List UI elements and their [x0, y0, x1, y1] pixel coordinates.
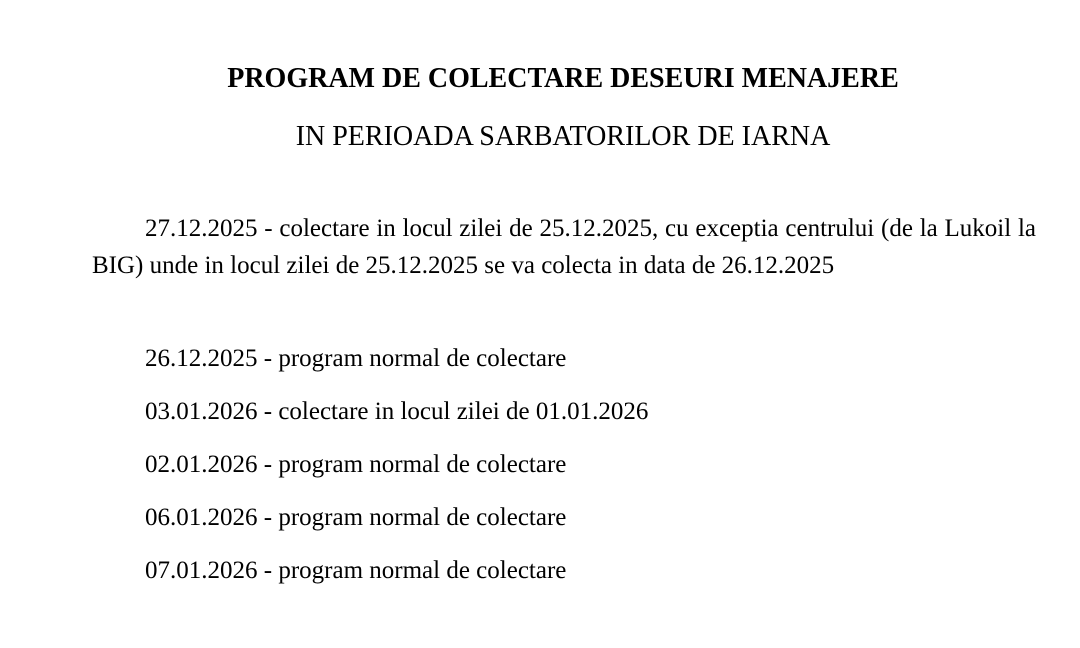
document-subtitle: IN PERIOADA SARBATORILOR DE IARNA — [295, 121, 831, 152]
schedule-entry: 07.01.2026 - program normal de colectare — [145, 557, 567, 584]
document-title: PROGRAM DE COLECTARE DESEURI MENAJERE — [227, 63, 899, 94]
schedule-entry: 02.01.2026 - program normal de colectare — [145, 451, 567, 478]
schedule-entry: 03.01.2026 - colectare in locul zilei de 01.01.2026 — [145, 398, 649, 425]
schedule-entry: 26.12.2025 - program normal de colectare — [145, 345, 567, 372]
schedule-entry: 06.01.2026 - program normal de colectare — [145, 504, 567, 531]
schedule-paragraph-centru-exception: 27.12.2025 - colectare in locul zilei de 25.12.2025, cu exceptia centrului (de la Lukoil la BIG) unde in locul zilei de 25.12.2025 se va colecta in data de 26.12.2025 — [92, 215, 1036, 279]
